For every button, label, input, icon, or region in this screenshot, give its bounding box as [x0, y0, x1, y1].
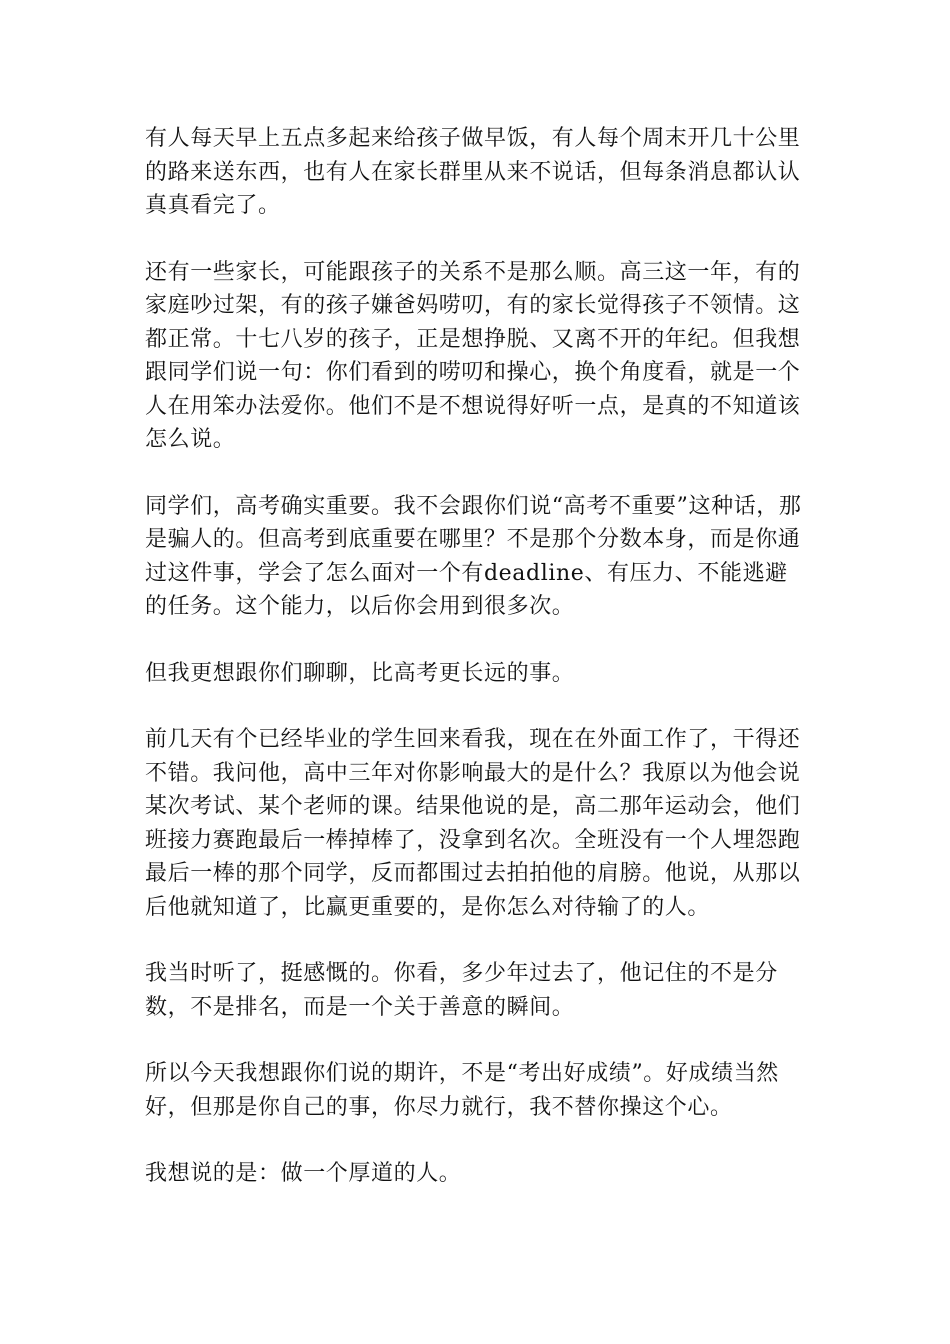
document-body: [145, 122, 809, 1191]
paragraph-3: 同学们，高考确实重要。我不会跟你们说“高考不重要”这种话，那是骗人的。但高考到底重要在哪里？不是那个分数本身，而是你通过这件事，学会了怎么面对一个有deadline、有压力、不能逃避的任务。这个能力，以后你会用到很多次。: [145, 493, 802, 619]
paragraph-7: 所以今天我想跟你们说的期许，不是“考出好成绩”。好成绩当然好，但那是你自己的事，你尽力就行，我不替你操这个心。: [145, 1061, 779, 1120]
paragraph-5: 前几天有个已经毕业的学生回来看我，现在在外面工作了，干得还不错。我问他，高中三年对你影响最大的是什么？我原以为他会说某次考试、某个老师的课。结果他说的是，高二那年运动会，他们班接力赛跑最后一棒掉棒了，没拿到名次。全班没有一个人埋怨跑最后一棒的那个同学，反而都围过去拍拍他的肩膀。他说，从那以后他就知道了，比赢更重要的，是你怎么对待输了的人。: [145, 727, 801, 920]
paragraph-2: 还有一些家长，可能跟孩子的关系不是那么顺。高三这一年，有的家庭吵过架，有的孩子嫌爸妈唠叨，有的家长觉得孩子不领情。这都正常。十七八岁的孩子，正是想挣脱、又离不开的年纪。但我想跟同学们说一句：你们看到的唠叨和操心，换个角度看，就是一个人在用笨办法爱你。他们不是不想说得好听一点，是真的不知道该怎么说。: [145, 259, 801, 452]
paragraph-1: 有人每天早上五点多起来给孩子做早饭，有人每个周末开几十公里的路来送东西，也有人在家长群里从来不说话，但每条消息都认认真真看完了。: [145, 126, 801, 218]
paragraph-8: 我想说的是：做一个厚道的人。: [145, 1161, 462, 1186]
paragraph-6: 我当时听了，挺感慨的。你看，多少年过去了，他记住的不是分数，不是排名，而是一个关于善意的瞬间。: [145, 961, 778, 1020]
paragraph-4: 但我更想跟你们聊聊，比高考更长远的事。: [145, 660, 575, 686]
